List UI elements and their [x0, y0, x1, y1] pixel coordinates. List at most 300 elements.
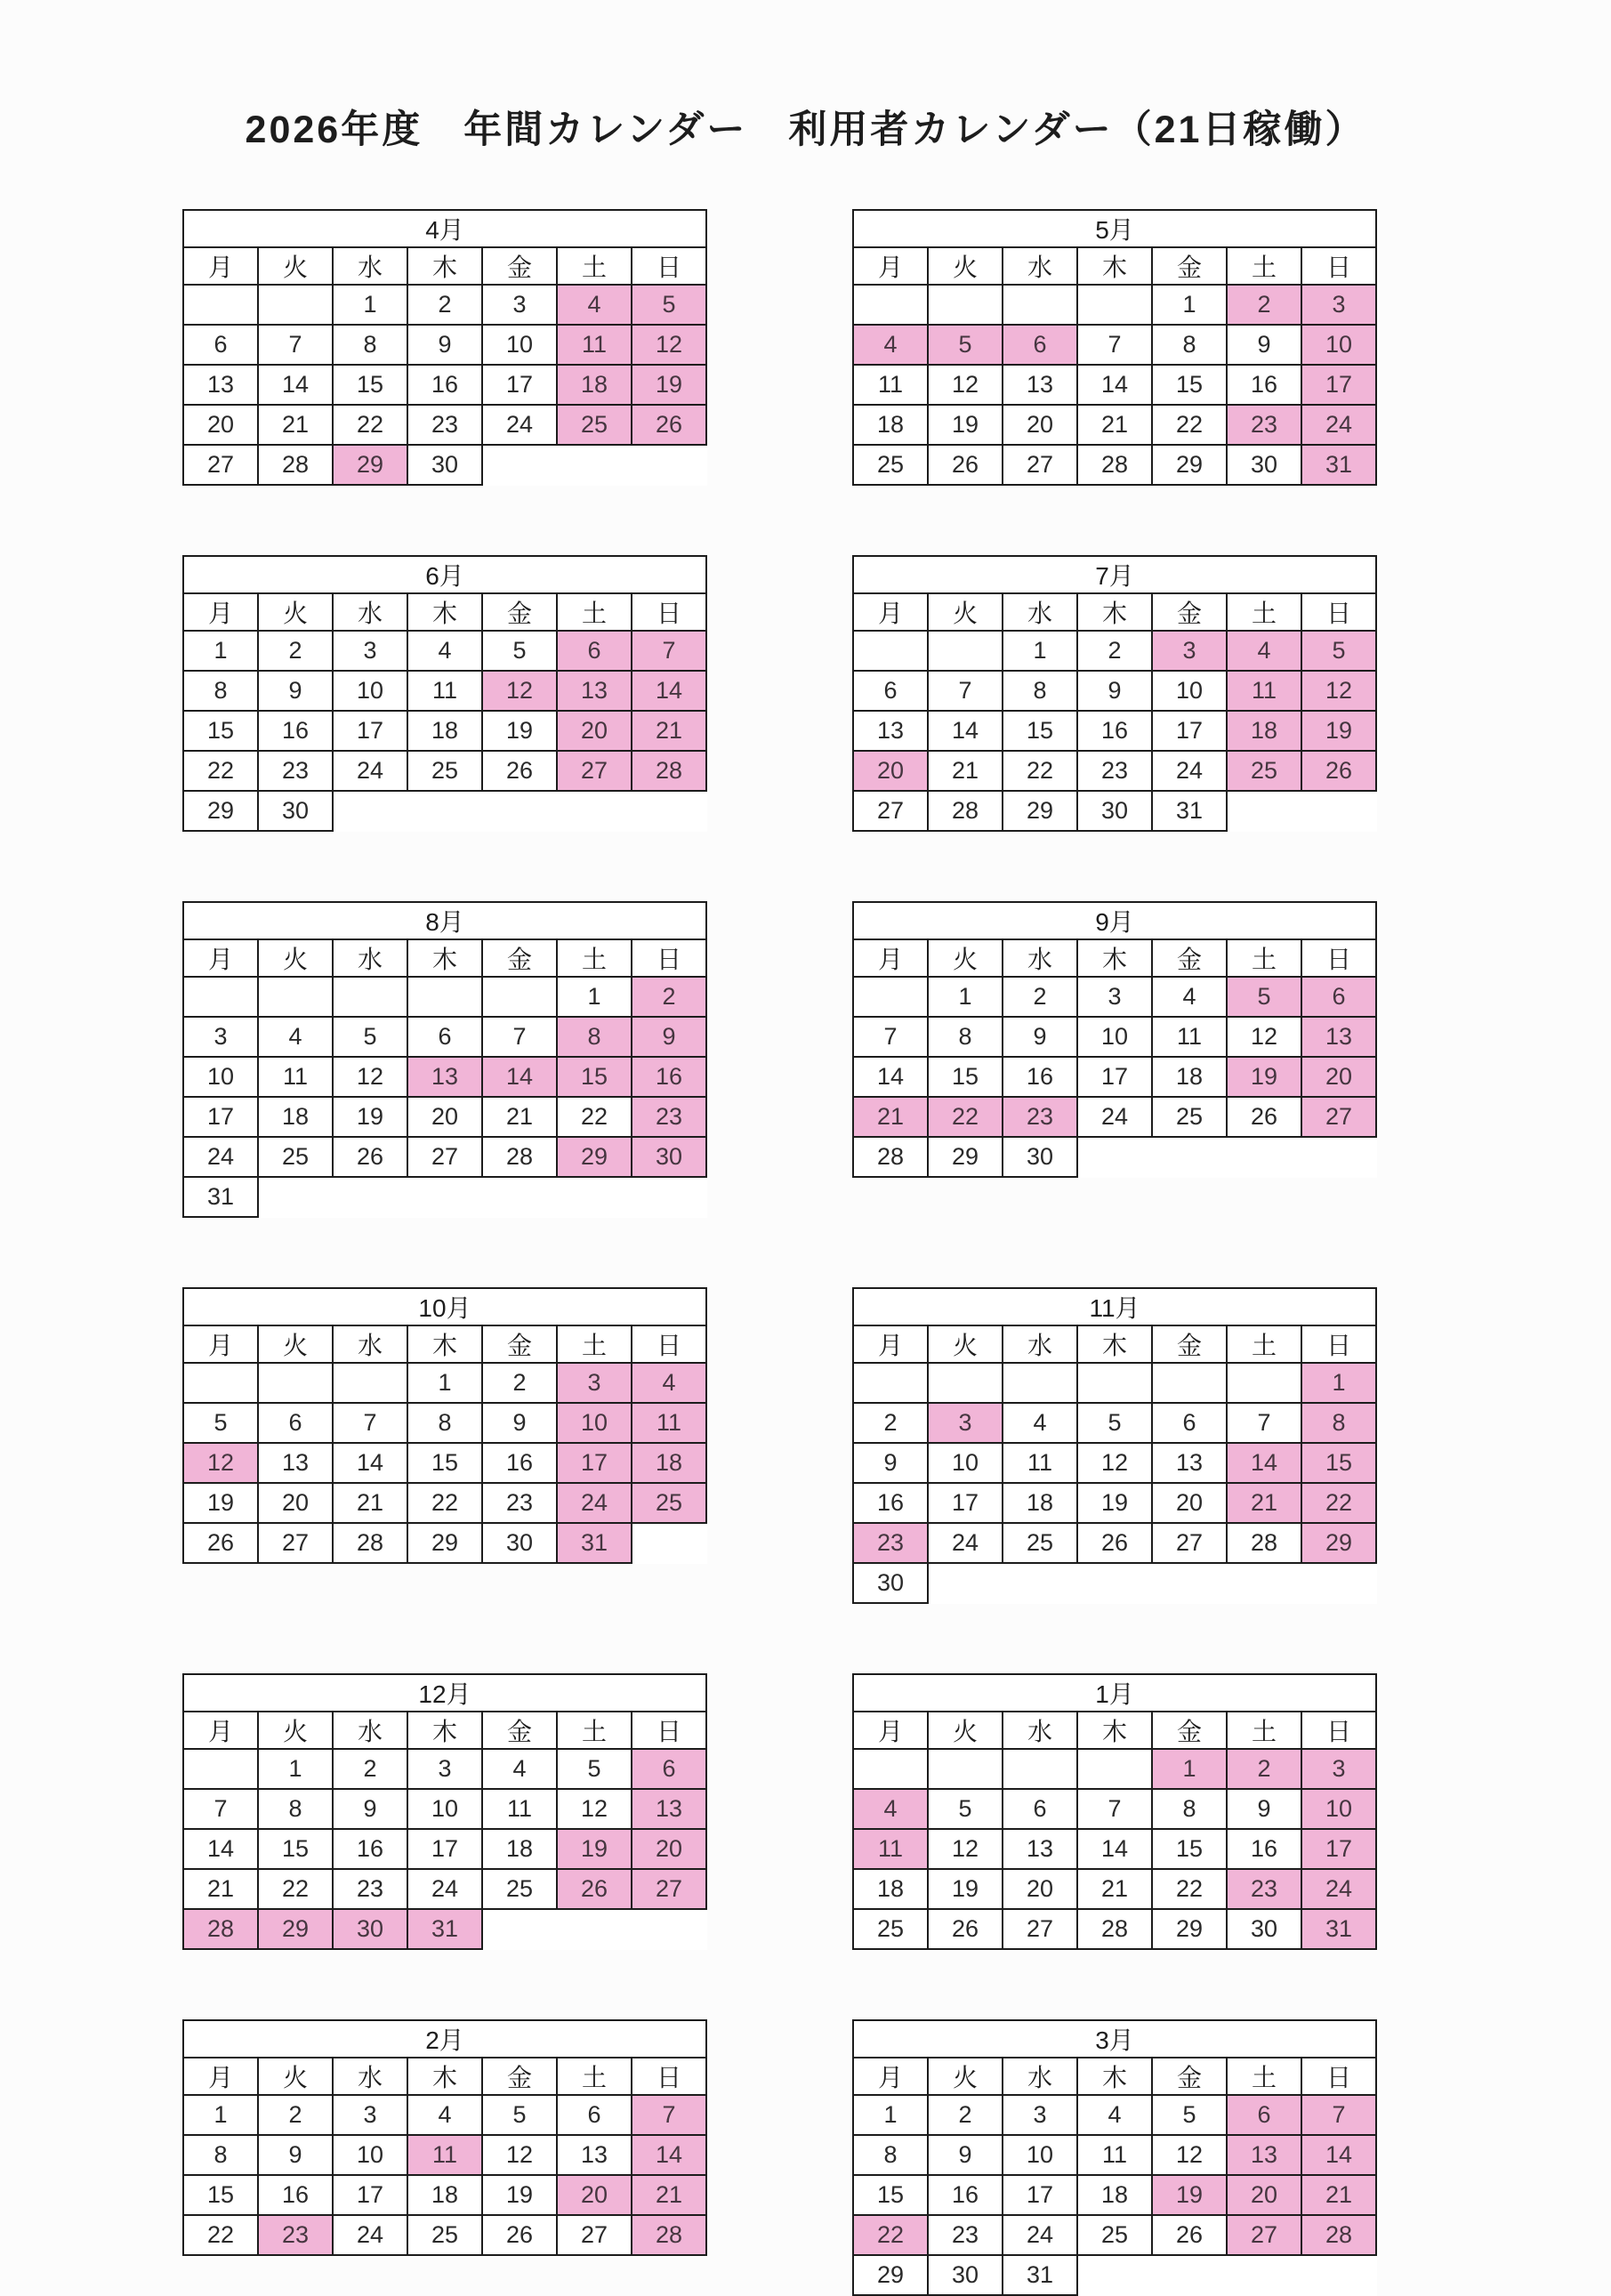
weekday-header: 月 — [183, 247, 258, 285]
day-cell-highlighted: 29 — [557, 1137, 632, 1177]
day-cell: 15 — [1152, 365, 1227, 405]
day-cell-highlighted: 15 — [1301, 1443, 1376, 1483]
day-cell: 14 — [183, 1829, 258, 1869]
day-cell: 1 — [183, 2095, 258, 2135]
weekday-header: 火 — [258, 939, 333, 977]
weekday-header: 水 — [333, 939, 407, 977]
weekday-header: 土 — [557, 2058, 632, 2095]
weekday-header: 月 — [183, 1325, 258, 1363]
day-cell: 8 — [333, 325, 407, 365]
weekday-header: 金 — [482, 2058, 557, 2095]
day-cell: 11 — [1077, 2135, 1152, 2175]
weekday-header: 木 — [1077, 1712, 1152, 1749]
day-cell-highlighted: 5 — [928, 325, 1003, 365]
day-cell: 12 — [1152, 2135, 1227, 2175]
day-cell: 31 — [1003, 2255, 1077, 2295]
calendar-month-3月 — [852, 2019, 1377, 2296]
day-cell-empty — [1152, 1363, 1227, 1403]
calendar-month-4月 — [182, 209, 707, 486]
day-cell-highlighted: 6 — [1003, 325, 1077, 365]
day-cell: 16 — [482, 1443, 557, 1483]
day-cell-highlighted: 6 — [1301, 977, 1376, 1017]
day-cell: 8 — [928, 1017, 1003, 1057]
day-cell: 31 — [183, 1177, 258, 1217]
weekday-header: 火 — [928, 1325, 1003, 1363]
day-cell: 19 — [928, 405, 1003, 445]
weekday-header: 月 — [853, 593, 928, 631]
month-title: 6月 — [183, 556, 706, 593]
month-title: 3月 — [853, 2020, 1376, 2058]
day-cell: 13 — [1003, 1829, 1077, 1869]
day-cell-highlighted: 14 — [632, 671, 706, 711]
weekday-header: 土 — [1227, 2058, 1301, 2095]
weekday-header: 水 — [1003, 1712, 1077, 1749]
day-cell-highlighted: 31 — [407, 1909, 482, 1949]
day-cell: 21 — [183, 1869, 258, 1909]
day-cell: 7 — [183, 1789, 258, 1829]
day-cell: 5 — [482, 2095, 557, 2135]
weekday-header: 金 — [1152, 1325, 1227, 1363]
day-cell-highlighted: 11 — [557, 325, 632, 365]
weekday-header: 金 — [482, 247, 557, 285]
weekday-header: 水 — [333, 247, 407, 285]
day-cell: 18 — [482, 1829, 557, 1869]
month-title: 11月 — [853, 1288, 1376, 1325]
day-cell: 5 — [1077, 1403, 1152, 1443]
day-cell-highlighted: 13 — [407, 1057, 482, 1097]
day-cell: 9 — [407, 325, 482, 365]
day-cell: 13 — [853, 711, 928, 751]
day-cell: 14 — [1077, 1829, 1152, 1869]
day-cell: 16 — [1077, 711, 1152, 751]
day-cell: 26 — [333, 1137, 407, 1177]
day-cell-highlighted: 21 — [853, 1097, 928, 1137]
day-cell-empty — [258, 977, 333, 1017]
day-cell: 23 — [333, 1869, 407, 1909]
day-cell: 28 — [482, 1137, 557, 1177]
weekday-header: 土 — [557, 939, 632, 977]
day-cell-highlighted: 31 — [1301, 1909, 1376, 1949]
month-title: 4月 — [183, 210, 706, 247]
day-cell-highlighted: 3 — [928, 1403, 1003, 1443]
day-cell-highlighted: 23 — [853, 1523, 928, 1563]
day-cell-highlighted: 31 — [557, 1523, 632, 1563]
weekday-header: 水 — [1003, 2058, 1077, 2095]
day-cell: 24 — [928, 1523, 1003, 1563]
day-cell-highlighted: 11 — [1227, 671, 1301, 711]
day-cell: 17 — [333, 2175, 407, 2215]
day-cell: 6 — [407, 1017, 482, 1057]
day-cell-highlighted: 28 — [632, 2215, 706, 2255]
day-cell: 5 — [1152, 2095, 1227, 2135]
day-cell-empty — [928, 1363, 1003, 1403]
day-cell: 27 — [557, 2215, 632, 2255]
day-cell: 7 — [333, 1403, 407, 1443]
weekday-header: 月 — [853, 939, 928, 977]
day-cell: 9 — [853, 1443, 928, 1483]
weekday-header: 金 — [1152, 939, 1227, 977]
weekday-header: 火 — [258, 1325, 333, 1363]
day-cell: 7 — [853, 1017, 928, 1057]
day-cell: 25 — [407, 751, 482, 791]
day-cell: 15 — [853, 2175, 928, 2215]
day-cell-highlighted: 22 — [1301, 1483, 1376, 1523]
day-cell-highlighted: 16 — [632, 1057, 706, 1097]
day-cell: 24 — [1152, 751, 1227, 791]
day-cell-empty — [1227, 1363, 1301, 1403]
day-cell-highlighted: 4 — [1227, 631, 1301, 671]
weekday-header: 月 — [183, 1712, 258, 1749]
day-cell: 5 — [928, 1789, 1003, 1829]
weekday-header: 木 — [1077, 1325, 1152, 1363]
day-cell-highlighted: 4 — [632, 1363, 706, 1403]
day-cell-highlighted: 23 — [258, 2215, 333, 2255]
weekday-header: 月 — [183, 939, 258, 977]
day-cell: 6 — [183, 325, 258, 365]
weekday-header: 水 — [333, 2058, 407, 2095]
day-cell-highlighted: 20 — [1227, 2175, 1301, 2215]
day-cell: 3 — [1077, 977, 1152, 1017]
day-cell: 10 — [333, 2135, 407, 2175]
day-cell: 24 — [1003, 2215, 1077, 2255]
weekday-header: 木 — [407, 247, 482, 285]
day-cell-empty — [183, 1749, 258, 1789]
day-cell: 22 — [407, 1483, 482, 1523]
weekday-header: 土 — [557, 247, 632, 285]
day-cell: 16 — [1003, 1057, 1077, 1097]
day-cell: 4 — [407, 2095, 482, 2135]
weekday-header: 水 — [1003, 1325, 1077, 1363]
calendar-month-2月 — [182, 2019, 707, 2256]
day-cell: 15 — [183, 711, 258, 751]
day-cell: 30 — [1227, 1909, 1301, 1949]
weekday-header: 日 — [1301, 2058, 1376, 2095]
weekday-header: 金 — [1152, 2058, 1227, 2095]
day-cell: 23 — [258, 751, 333, 791]
day-cell-highlighted: 7 — [1301, 2095, 1376, 2135]
day-cell: 12 — [928, 1829, 1003, 1869]
day-cell: 20 — [407, 1097, 482, 1137]
day-cell: 29 — [853, 2255, 928, 2295]
day-cell-highlighted: 25 — [632, 1483, 706, 1523]
day-cell: 30 — [1077, 791, 1152, 831]
day-cell: 8 — [407, 1403, 482, 1443]
day-cell: 27 — [183, 445, 258, 485]
day-cell: 21 — [928, 751, 1003, 791]
day-cell: 28 — [1227, 1523, 1301, 1563]
day-cell-highlighted: 14 — [1301, 2135, 1376, 2175]
day-cell: 5 — [482, 631, 557, 671]
day-cell: 24 — [1077, 1097, 1152, 1137]
day-cell: 10 — [1152, 671, 1227, 711]
day-cell: 3 — [333, 2095, 407, 2135]
day-cell: 18 — [407, 2175, 482, 2215]
weekday-header: 水 — [1003, 593, 1077, 631]
day-cell: 12 — [557, 1789, 632, 1829]
day-cell: 2 — [928, 2095, 1003, 2135]
day-cell-highlighted: 11 — [632, 1403, 706, 1443]
day-cell: 9 — [1077, 671, 1152, 711]
day-cell: 30 — [258, 791, 333, 831]
day-cell: 28 — [333, 1523, 407, 1563]
weekday-header: 金 — [1152, 1712, 1227, 1749]
day-cell: 8 — [853, 2135, 928, 2175]
day-cell-highlighted: 13 — [557, 671, 632, 711]
day-cell-empty — [853, 285, 928, 325]
day-cell: 29 — [407, 1523, 482, 1563]
day-cell: 27 — [407, 1137, 482, 1177]
weekday-header: 火 — [928, 1712, 1003, 1749]
day-cell-highlighted: 5 — [632, 285, 706, 325]
day-cell: 10 — [183, 1057, 258, 1097]
day-cell: 17 — [407, 1829, 482, 1869]
day-cell: 13 — [183, 365, 258, 405]
day-cell: 20 — [258, 1483, 333, 1523]
day-cell: 22 — [333, 405, 407, 445]
day-cell: 18 — [407, 711, 482, 751]
weekday-header: 火 — [258, 1712, 333, 1749]
day-cell: 17 — [183, 1097, 258, 1137]
day-cell-highlighted: 29 — [333, 445, 407, 485]
weekday-header: 木 — [407, 1712, 482, 1749]
day-cell: 8 — [258, 1789, 333, 1829]
day-cell: 19 — [333, 1097, 407, 1137]
day-cell-empty — [928, 1749, 1003, 1789]
day-cell: 9 — [482, 1403, 557, 1443]
day-cell: 7 — [258, 325, 333, 365]
day-cell: 13 — [258, 1443, 333, 1483]
day-cell-highlighted: 2 — [1227, 1749, 1301, 1789]
weekday-header: 土 — [1227, 939, 1301, 977]
day-cell: 9 — [1003, 1017, 1077, 1057]
day-cell: 19 — [482, 711, 557, 751]
day-cell: 1 — [1003, 631, 1077, 671]
day-cell: 18 — [1077, 2175, 1152, 2215]
day-cell: 1 — [333, 285, 407, 325]
day-cell-highlighted: 24 — [557, 1483, 632, 1523]
weekday-header: 土 — [1227, 1712, 1301, 1749]
day-cell: 9 — [928, 2135, 1003, 2175]
day-cell-highlighted: 28 — [1301, 2215, 1376, 2255]
day-cell: 12 — [482, 2135, 557, 2175]
day-cell-highlighted: 25 — [1227, 751, 1301, 791]
calendar-month-7月 — [852, 555, 1377, 832]
day-cell: 24 — [333, 751, 407, 791]
day-cell: 8 — [1152, 1789, 1227, 1829]
weekday-header: 金 — [482, 939, 557, 977]
day-cell-highlighted: 4 — [853, 325, 928, 365]
day-cell: 23 — [928, 2215, 1003, 2255]
day-cell: 7 — [1077, 1789, 1152, 1829]
calendar-month-6月 — [182, 555, 707, 832]
weekday-header: 日 — [632, 2058, 706, 2095]
day-cell: 26 — [928, 1909, 1003, 1949]
day-cell-highlighted: 27 — [1301, 1097, 1376, 1137]
day-cell-highlighted: 15 — [557, 1057, 632, 1097]
day-cell-highlighted: 20 — [557, 711, 632, 751]
day-cell: 2 — [333, 1749, 407, 1789]
day-cell-highlighted: 6 — [632, 1749, 706, 1789]
day-cell: 10 — [928, 1443, 1003, 1483]
day-cell-empty — [258, 285, 333, 325]
day-cell: 26 — [1227, 1097, 1301, 1137]
day-cell: 9 — [333, 1789, 407, 1829]
day-cell-highlighted: 20 — [853, 751, 928, 791]
day-cell-highlighted: 14 — [632, 2135, 706, 2175]
day-cell-highlighted: 9 — [632, 1017, 706, 1057]
day-cell: 20 — [1003, 1869, 1077, 1909]
day-cell: 4 — [1152, 977, 1227, 1017]
day-cell: 28 — [1077, 1909, 1152, 1949]
day-cell: 6 — [1152, 1403, 1227, 1443]
day-cell: 12 — [1227, 1017, 1301, 1057]
day-cell: 5 — [183, 1403, 258, 1443]
day-cell-empty — [482, 977, 557, 1017]
day-cell: 11 — [1152, 1017, 1227, 1057]
day-cell: 22 — [1152, 1869, 1227, 1909]
calendar-month-9月 — [852, 901, 1377, 1178]
day-cell-highlighted: 23 — [1227, 405, 1301, 445]
weekday-header: 火 — [928, 247, 1003, 285]
day-cell: 30 — [482, 1523, 557, 1563]
day-cell: 20 — [1003, 405, 1077, 445]
day-cell: 16 — [407, 365, 482, 405]
day-cell: 1 — [258, 1749, 333, 1789]
day-cell-empty — [333, 977, 407, 1017]
day-cell: 28 — [853, 1137, 928, 1177]
day-cell-highlighted: 26 — [557, 1869, 632, 1909]
weekday-header: 金 — [1152, 247, 1227, 285]
day-cell: 18 — [1003, 1483, 1077, 1523]
day-cell-highlighted: 26 — [632, 405, 706, 445]
day-cell: 16 — [1227, 1829, 1301, 1869]
calendar-month-8月 — [182, 901, 707, 1218]
day-cell-highlighted: 18 — [1227, 711, 1301, 751]
day-cell: 8 — [1003, 671, 1077, 711]
month-title: 1月 — [853, 1674, 1376, 1712]
day-cell-highlighted: 21 — [632, 711, 706, 751]
day-cell: 3 — [482, 285, 557, 325]
day-cell: 31 — [1152, 791, 1227, 831]
day-cell: 16 — [1227, 365, 1301, 405]
day-cell-highlighted: 19 — [1227, 1057, 1301, 1097]
weekday-header: 日 — [632, 593, 706, 631]
day-cell-empty — [1077, 285, 1152, 325]
day-cell-empty — [1003, 1749, 1077, 1789]
day-cell: 4 — [482, 1749, 557, 1789]
month-title: 8月 — [183, 902, 706, 939]
day-cell-empty — [1003, 285, 1077, 325]
day-cell: 13 — [1003, 365, 1077, 405]
weekday-header: 木 — [1077, 2058, 1152, 2095]
day-cell: 17 — [333, 711, 407, 751]
day-cell: 22 — [258, 1869, 333, 1909]
day-cell: 1 — [183, 631, 258, 671]
day-cell-highlighted: 8 — [557, 1017, 632, 1057]
day-cell: 9 — [258, 671, 333, 711]
day-cell: 7 — [1227, 1403, 1301, 1443]
day-cell: 10 — [1003, 2135, 1077, 2175]
day-cell-highlighted: 11 — [853, 1829, 928, 1869]
day-cell: 14 — [333, 1443, 407, 1483]
day-cell: 19 — [482, 2175, 557, 2215]
day-cell-highlighted: 29 — [1301, 1523, 1376, 1563]
day-cell-highlighted: 8 — [1301, 1403, 1376, 1443]
day-cell-highlighted: 5 — [1227, 977, 1301, 1017]
day-cell-highlighted: 27 — [632, 1869, 706, 1909]
calendar-month-5月 — [852, 209, 1377, 486]
day-cell-highlighted: 19 — [1152, 2175, 1227, 2215]
day-cell: 18 — [1152, 1057, 1227, 1097]
day-cell: 3 — [183, 1017, 258, 1057]
day-cell-highlighted: 17 — [557, 1443, 632, 1483]
day-cell-highlighted: 14 — [482, 1057, 557, 1097]
day-cell: 3 — [407, 1749, 482, 1789]
day-cell-highlighted: 10 — [1301, 325, 1376, 365]
day-cell: 15 — [183, 2175, 258, 2215]
weekday-header: 火 — [258, 593, 333, 631]
day-cell-highlighted: 12 — [183, 1443, 258, 1483]
day-cell: 1 — [853, 2095, 928, 2135]
day-cell: 1 — [1152, 285, 1227, 325]
day-cell: 2 — [482, 1363, 557, 1403]
day-cell: 3 — [1003, 2095, 1077, 2135]
day-cell-highlighted: 25 — [557, 405, 632, 445]
day-cell: 8 — [183, 671, 258, 711]
weekday-header: 金 — [482, 593, 557, 631]
day-cell: 9 — [1227, 1789, 1301, 1829]
weekday-header: 金 — [1152, 593, 1227, 631]
day-cell: 12 — [333, 1057, 407, 1097]
day-cell: 23 — [407, 405, 482, 445]
day-cell-empty — [928, 631, 1003, 671]
day-cell: 27 — [1003, 1909, 1077, 1949]
day-cell-empty — [1003, 1363, 1077, 1403]
day-cell: 27 — [1152, 1523, 1227, 1563]
day-cell: 28 — [258, 445, 333, 485]
day-cell-empty — [258, 1363, 333, 1403]
day-cell: 15 — [407, 1443, 482, 1483]
day-cell: 25 — [853, 1909, 928, 1949]
weekday-header: 土 — [557, 1325, 632, 1363]
day-cell: 22 — [183, 2215, 258, 2255]
day-cell: 30 — [928, 2255, 1003, 2295]
month-title: 5月 — [853, 210, 1376, 247]
day-cell-empty — [333, 1363, 407, 1403]
day-cell: 12 — [1077, 1443, 1152, 1483]
weekday-header: 土 — [557, 1712, 632, 1749]
day-cell-empty — [1077, 1363, 1152, 1403]
day-cell-highlighted: 2 — [632, 977, 706, 1017]
weekday-header: 月 — [853, 1325, 928, 1363]
day-cell: 11 — [853, 365, 928, 405]
day-cell: 29 — [1003, 791, 1077, 831]
day-cell: 1 — [928, 977, 1003, 1017]
day-cell: 3 — [333, 631, 407, 671]
day-cell: 11 — [1003, 1443, 1077, 1483]
day-cell: 4 — [1077, 2095, 1152, 2135]
day-cell: 16 — [333, 1829, 407, 1869]
day-cell-empty — [183, 977, 258, 1017]
day-cell-empty — [853, 1363, 928, 1403]
day-cell: 4 — [407, 631, 482, 671]
day-cell-highlighted: 3 — [1301, 1749, 1376, 1789]
calendar-grid — [182, 209, 1377, 2296]
weekday-header: 月 — [183, 2058, 258, 2095]
weekday-header: 木 — [407, 1325, 482, 1363]
day-cell-highlighted: 23 — [632, 1097, 706, 1137]
day-cell: 14 — [258, 365, 333, 405]
